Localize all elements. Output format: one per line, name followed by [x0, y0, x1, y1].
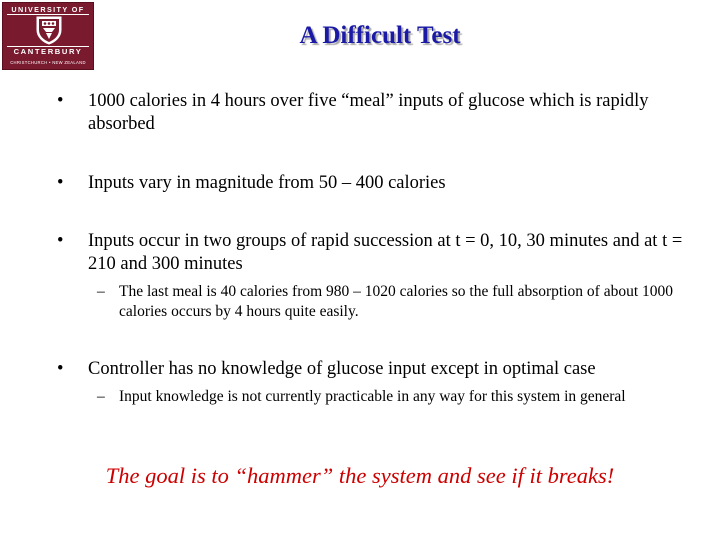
bullet-text: Inputs vary in magnitude from 50 – 400 calories: [88, 173, 446, 193]
bullet-text: Controller has no knowledge of glucose input except in optimal case: [88, 359, 596, 379]
goal-statement: The goal is to “hammer” the system and see if it breaks!: [105, 463, 615, 488]
university-logo: [2, 2, 94, 70]
bullet-glyph: •: [57, 231, 64, 251]
bullet-item: [57, 172, 697, 195]
bullet-text: Inputs occur in two groups of rapid succession at t = 0, 10, 30 minutes and at t = 210 and 300 minutes: [88, 231, 683, 274]
crest-icon: [34, 15, 64, 45]
bullet-item: [57, 90, 697, 136]
logo-sub-text: CHRISTCHURCH • NEW ZEALAND: [10, 60, 86, 65]
sub-bullet-item: [97, 387, 677, 407]
sub-bullet-text: Input knowledge is not currently practicable in any way for this system in general: [119, 388, 626, 405]
sub-bullet-text: The last meal is 40 calories from 980 – 1020 calories so the full absorption of about 1000 calories occurs by 4 hours quite easily.: [119, 283, 674, 320]
sub-bullet-item: [97, 282, 677, 322]
bullet-text: 1000 calories in 4 hours over five “meal” inputs of glucose which is rapidly absorbed: [88, 91, 649, 134]
bullet-item: [57, 230, 697, 276]
dash-glyph: –: [97, 283, 105, 300]
logo-bottom-text: CANTERBURY: [13, 47, 83, 56]
slide-title: A Difficult Test: [299, 22, 461, 49]
logo-top-text: UNIVERSITY OF: [11, 5, 85, 14]
bullet-glyph: •: [57, 173, 64, 193]
dash-glyph: –: [97, 388, 105, 405]
bullet-glyph: •: [57, 359, 64, 379]
bullet-item: [57, 358, 697, 381]
bullet-glyph: •: [57, 91, 64, 111]
